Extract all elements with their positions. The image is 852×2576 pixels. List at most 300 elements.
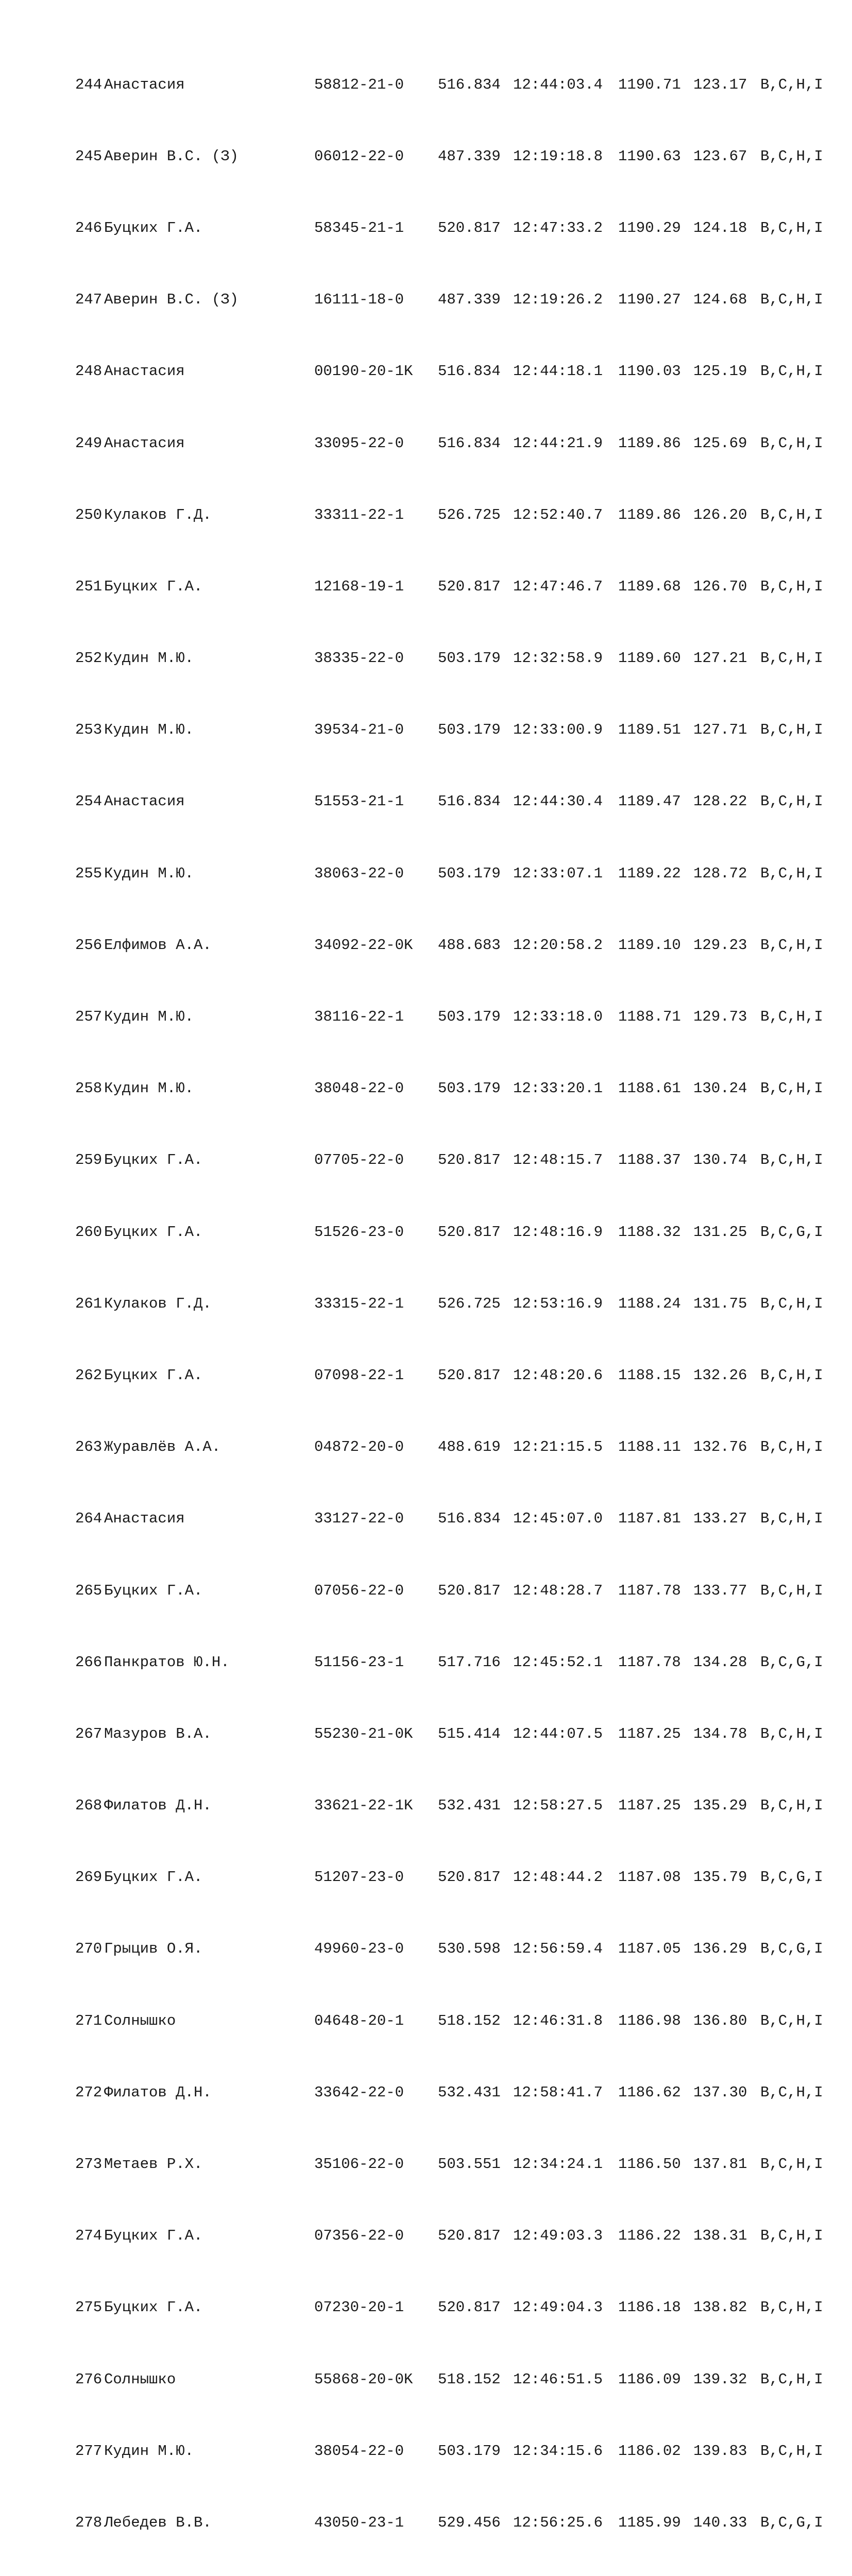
ring-number: 16111-18-0 bbox=[314, 291, 404, 309]
arrival-time: 12:48:15.7 bbox=[513, 1151, 603, 1169]
place-number: 264 bbox=[75, 1510, 103, 1528]
place-number: 249 bbox=[75, 434, 103, 452]
table-row bbox=[75, 291, 843, 309]
place-number: 269 bbox=[75, 1869, 103, 1886]
fancier-name: Мазуров В.А. bbox=[104, 1725, 212, 1742]
coefficient: 136.80 bbox=[693, 2012, 747, 2029]
categories: B,C,H,I bbox=[760, 1438, 823, 1456]
coefficient: 128.22 bbox=[693, 793, 747, 810]
speed: 1189.47 bbox=[618, 793, 681, 810]
categories: B,C,G,I bbox=[760, 2514, 823, 2531]
place-number: 267 bbox=[75, 1725, 103, 1742]
coefficient: 135.79 bbox=[693, 1869, 747, 1886]
place-number: 252 bbox=[75, 650, 103, 667]
categories: B,C,H,I bbox=[760, 721, 823, 739]
ring-number: 07056-22-0 bbox=[314, 1582, 404, 1599]
distance: 532.431 bbox=[438, 2083, 501, 2101]
coefficient: 130.74 bbox=[693, 1151, 747, 1169]
place-number: 246 bbox=[75, 219, 103, 236]
table-row bbox=[75, 1940, 843, 1958]
coefficient: 135.29 bbox=[693, 1797, 747, 1815]
table-row bbox=[75, 937, 843, 955]
distance: 526.725 bbox=[438, 1295, 501, 1312]
place-number: 272 bbox=[75, 2083, 103, 2101]
distance: 503.179 bbox=[438, 650, 501, 667]
categories: B,C,G,I bbox=[760, 1223, 823, 1241]
ring-number: 04872-20-0 bbox=[314, 1438, 404, 1456]
speed: 1188.37 bbox=[618, 1151, 681, 1169]
table-row bbox=[75, 2227, 843, 2245]
speed: 1190.63 bbox=[618, 147, 681, 165]
categories: B,C,H,I bbox=[760, 2299, 823, 2316]
speed: 1188.61 bbox=[618, 1080, 681, 1097]
ring-number: 33642-22-0 bbox=[314, 2083, 404, 2101]
distance: 516.834 bbox=[438, 434, 501, 452]
ring-number: 33127-22-0 bbox=[314, 1510, 404, 1528]
fancier-name: Кудин М.Ю. bbox=[104, 865, 194, 882]
categories: B,C,H,I bbox=[760, 578, 823, 595]
arrival-time: 12:33:00.9 bbox=[513, 721, 603, 739]
speed: 1189.60 bbox=[618, 650, 681, 667]
place-number: 257 bbox=[75, 1008, 103, 1026]
place-number: 248 bbox=[75, 363, 103, 380]
ring-number: 07230-20-1 bbox=[314, 2299, 404, 2316]
table-row bbox=[75, 1367, 843, 1385]
distance: 503.179 bbox=[438, 721, 501, 739]
coefficient: 123.17 bbox=[693, 76, 747, 93]
coefficient: 140.33 bbox=[693, 2514, 747, 2531]
categories: B,C,H,I bbox=[760, 147, 823, 165]
speed: 1187.25 bbox=[618, 1797, 681, 1815]
categories: B,C,H,I bbox=[760, 2156, 823, 2173]
speed: 1186.22 bbox=[618, 2227, 681, 2245]
fancier-name: Буцких Г.А. bbox=[104, 1223, 203, 1241]
place-number: 260 bbox=[75, 1223, 103, 1241]
fancier-name: Буцких Г.А. bbox=[104, 1869, 203, 1886]
table-row bbox=[75, 219, 843, 238]
arrival-time: 12:53:16.9 bbox=[513, 1295, 603, 1312]
fancier-name: Филатов Д.Н. bbox=[104, 2083, 212, 2101]
place-number: 266 bbox=[75, 1653, 103, 1671]
table-row bbox=[75, 1582, 843, 1600]
table-row bbox=[75, 650, 843, 668]
coefficient: 133.27 bbox=[693, 1510, 747, 1528]
ring-number: 38335-22-0 bbox=[314, 650, 404, 667]
ring-number: 38063-22-0 bbox=[314, 865, 404, 882]
place-number: 278 bbox=[75, 2514, 103, 2531]
ring-number: 33311-22-1 bbox=[314, 506, 404, 523]
categories: B,C,H,I bbox=[760, 1008, 823, 1026]
place-number: 271 bbox=[75, 2012, 103, 2029]
speed: 1186.98 bbox=[618, 2012, 681, 2029]
categories: B,C,H,I bbox=[760, 650, 823, 667]
arrival-time: 12:32:58.9 bbox=[513, 650, 603, 667]
table-row bbox=[75, 793, 843, 811]
place-number: 273 bbox=[75, 2156, 103, 2173]
speed: 1187.05 bbox=[618, 1940, 681, 1958]
ring-number: 51526-23-0 bbox=[314, 1223, 404, 1241]
arrival-time: 12:56:59.4 bbox=[513, 1940, 603, 1958]
ring-number: 38054-22-0 bbox=[314, 2442, 404, 2460]
categories: B,C,H,I bbox=[760, 936, 823, 954]
distance: 517.716 bbox=[438, 1653, 501, 1671]
distance: 503.179 bbox=[438, 1008, 501, 1026]
place-number: 247 bbox=[75, 291, 103, 309]
place-number: 245 bbox=[75, 147, 103, 165]
speed: 1187.78 bbox=[618, 1582, 681, 1599]
place-number: 262 bbox=[75, 1366, 103, 1384]
ring-number: 58812-21-0 bbox=[314, 76, 404, 93]
categories: B,C,G,I bbox=[760, 1653, 823, 1671]
arrival-time: 12:49:03.3 bbox=[513, 2227, 603, 2245]
table-row bbox=[75, 2156, 843, 2174]
place-number: 258 bbox=[75, 1080, 103, 1097]
distance: 518.152 bbox=[438, 2370, 501, 2388]
speed: 1189.68 bbox=[618, 578, 681, 595]
arrival-time: 12:44:18.1 bbox=[513, 363, 603, 380]
place-number: 254 bbox=[75, 793, 103, 810]
coefficient: 127.71 bbox=[693, 721, 747, 739]
ring-number: 51207-23-0 bbox=[314, 1869, 404, 1886]
categories: B,C,H,I bbox=[760, 1582, 823, 1599]
table-row bbox=[75, 435, 843, 453]
fancier-name: Кудин М.Ю. bbox=[104, 2442, 194, 2460]
table-row bbox=[75, 1869, 843, 1887]
distance: 520.817 bbox=[438, 1223, 501, 1241]
speed: 1188.32 bbox=[618, 1223, 681, 1241]
distance: 520.817 bbox=[438, 2227, 501, 2245]
coefficient: 134.78 bbox=[693, 1725, 747, 1742]
place-number: 263 bbox=[75, 1438, 103, 1456]
categories: B,C,H,I bbox=[760, 2442, 823, 2460]
fancier-name: Буцких Г.А. bbox=[104, 219, 203, 236]
table-row bbox=[75, 1510, 843, 1528]
coefficient: 131.75 bbox=[693, 1295, 747, 1312]
speed: 1188.24 bbox=[618, 1295, 681, 1312]
ring-number: 04648-20-1 bbox=[314, 2012, 404, 2029]
ring-number: 55230-21-0K bbox=[314, 1725, 413, 1742]
fancier-name: Анастасия bbox=[104, 434, 185, 452]
fancier-name: Аверин В.С. (З) bbox=[104, 147, 239, 165]
distance: 503.179 bbox=[438, 2442, 501, 2460]
place-number: 253 bbox=[75, 721, 103, 739]
place-number: 255 bbox=[75, 865, 103, 882]
ring-number: 33095-22-0 bbox=[314, 434, 404, 452]
table-row bbox=[75, 865, 843, 883]
arrival-time: 12:52:40.7 bbox=[513, 506, 603, 523]
ring-number: 39534-21-0 bbox=[314, 721, 404, 739]
table-row bbox=[75, 506, 843, 524]
ring-number: 07098-22-1 bbox=[314, 1366, 404, 1384]
coefficient: 137.30 bbox=[693, 2083, 747, 2101]
categories: B,C,H,I bbox=[760, 1510, 823, 1528]
fancier-name: Елфимов А.А. bbox=[104, 936, 212, 954]
arrival-time: 12:19:26.2 bbox=[513, 291, 603, 309]
speed: 1190.29 bbox=[618, 219, 681, 236]
distance: 515.414 bbox=[438, 1725, 501, 1742]
arrival-time: 12:48:20.6 bbox=[513, 1366, 603, 1384]
ring-number: 00190-20-1K bbox=[314, 363, 413, 380]
categories: B,C,H,I bbox=[760, 2012, 823, 2029]
coefficient: 139.83 bbox=[693, 2442, 747, 2460]
place-number: 256 bbox=[75, 936, 103, 954]
distance: 530.598 bbox=[438, 1940, 501, 1958]
categories: B,C,H,I bbox=[760, 865, 823, 882]
arrival-time: 12:33:18.0 bbox=[513, 1008, 603, 1026]
speed: 1186.50 bbox=[618, 2156, 681, 2173]
fancier-name: Кудин М.Ю. bbox=[104, 1080, 194, 1097]
distance: 516.834 bbox=[438, 76, 501, 93]
coefficient: 125.69 bbox=[693, 434, 747, 452]
ring-number: 07356-22-0 bbox=[314, 2227, 404, 2245]
categories: B,C,G,I bbox=[760, 1940, 823, 1958]
fancier-name: Кудин М.Ю. bbox=[104, 650, 194, 667]
arrival-time: 12:19:18.8 bbox=[513, 147, 603, 165]
speed: 1190.71 bbox=[618, 76, 681, 93]
distance: 488.683 bbox=[438, 936, 501, 954]
arrival-time: 12:58:41.7 bbox=[513, 2083, 603, 2101]
place-number: 261 bbox=[75, 1295, 103, 1312]
arrival-time: 12:20:58.2 bbox=[513, 936, 603, 954]
coefficient: 124.18 bbox=[693, 219, 747, 236]
table-row bbox=[75, 721, 843, 739]
categories: B,C,H,I bbox=[760, 434, 823, 452]
distance: 503.179 bbox=[438, 1080, 501, 1097]
place-number: 251 bbox=[75, 578, 103, 595]
fancier-name: Кулаков Г.Д. bbox=[104, 1295, 212, 1312]
ring-number: 33315-22-1 bbox=[314, 1295, 404, 1312]
categories: B,C,H,I bbox=[760, 1295, 823, 1312]
table-row bbox=[75, 1654, 843, 1672]
speed: 1189.86 bbox=[618, 434, 681, 452]
categories: B,C,H,I bbox=[760, 2083, 823, 2101]
place-number: 275 bbox=[75, 2299, 103, 2316]
arrival-time: 12:44:21.9 bbox=[513, 434, 603, 452]
distance: 520.817 bbox=[438, 219, 501, 236]
categories: B,C,H,I bbox=[760, 363, 823, 380]
arrival-time: 12:47:33.2 bbox=[513, 219, 603, 236]
distance: 518.152 bbox=[438, 2012, 501, 2029]
ring-number: 51553-21-1 bbox=[314, 793, 404, 810]
arrival-time: 12:49:04.3 bbox=[513, 2299, 603, 2316]
speed: 1186.62 bbox=[618, 2083, 681, 2101]
categories: B,C,H,I bbox=[760, 2370, 823, 2388]
distance: 516.834 bbox=[438, 363, 501, 380]
distance: 529.456 bbox=[438, 2514, 501, 2531]
table-row bbox=[75, 2443, 843, 2461]
distance: 520.817 bbox=[438, 1869, 501, 1886]
speed: 1187.25 bbox=[618, 1725, 681, 1742]
coefficient: 136.29 bbox=[693, 1940, 747, 1958]
table-row bbox=[75, 1224, 843, 1242]
place-number: 274 bbox=[75, 2227, 103, 2245]
fancier-name: Аверин В.С. (З) bbox=[104, 291, 239, 309]
distance: 520.817 bbox=[438, 1582, 501, 1599]
categories: B,C,H,I bbox=[760, 1151, 823, 1169]
ring-number: 49960-23-0 bbox=[314, 1940, 404, 1958]
fancier-name: Метаев Р.Х. bbox=[104, 2156, 203, 2173]
coefficient: 123.67 bbox=[693, 147, 747, 165]
distance: 520.817 bbox=[438, 578, 501, 595]
distance: 503.551 bbox=[438, 2156, 501, 2173]
distance: 526.725 bbox=[438, 506, 501, 523]
arrival-time: 12:46:51.5 bbox=[513, 2370, 603, 2388]
arrival-time: 12:46:31.8 bbox=[513, 2012, 603, 2029]
place-number: 244 bbox=[75, 76, 103, 93]
ring-number: 58345-21-1 bbox=[314, 219, 404, 236]
table-row bbox=[75, 1080, 843, 1098]
distance: 503.179 bbox=[438, 865, 501, 882]
coefficient: 130.24 bbox=[693, 1080, 747, 1097]
categories: B,C,H,I bbox=[760, 291, 823, 309]
place-number: 265 bbox=[75, 1582, 103, 1599]
ring-number: 55868-20-0K bbox=[314, 2370, 413, 2388]
fancier-name: Буцких Г.А. bbox=[104, 1151, 203, 1169]
coefficient: 129.23 bbox=[693, 936, 747, 954]
fancier-name: Кудин М.Ю. bbox=[104, 1008, 194, 1026]
coefficient: 126.70 bbox=[693, 578, 747, 595]
speed: 1185.99 bbox=[618, 2514, 681, 2531]
distance: 520.817 bbox=[438, 2299, 501, 2316]
results-table bbox=[75, 40, 843, 2576]
fancier-name: Буцких Г.А. bbox=[104, 2227, 203, 2245]
place-number: 250 bbox=[75, 506, 103, 523]
fancier-name: Анастасия bbox=[104, 1510, 185, 1528]
coefficient: 132.26 bbox=[693, 1366, 747, 1384]
fancier-name: Филатов Д.Н. bbox=[104, 1797, 212, 1815]
categories: B,C,H,I bbox=[760, 1366, 823, 1384]
table-row bbox=[75, 1725, 843, 1743]
speed: 1189.22 bbox=[618, 865, 681, 882]
coefficient: 131.25 bbox=[693, 1223, 747, 1241]
speed: 1187.81 bbox=[618, 1510, 681, 1528]
speed: 1189.86 bbox=[618, 506, 681, 523]
arrival-time: 12:21:15.5 bbox=[513, 1438, 603, 1456]
arrival-time: 12:47:46.7 bbox=[513, 578, 603, 595]
place-number: 259 bbox=[75, 1151, 103, 1169]
arrival-time: 12:45:07.0 bbox=[513, 1510, 603, 1528]
distance: 516.834 bbox=[438, 1510, 501, 1528]
speed: 1189.10 bbox=[618, 936, 681, 954]
ring-number: 07705-22-0 bbox=[314, 1151, 404, 1169]
arrival-time: 12:48:44.2 bbox=[513, 1869, 603, 1886]
arrival-time: 12:56:25.6 bbox=[513, 2514, 603, 2531]
coefficient: 138.82 bbox=[693, 2299, 747, 2316]
fancier-name: Панкратов Ю.Н. bbox=[104, 1653, 230, 1671]
speed: 1188.71 bbox=[618, 1008, 681, 1026]
fancier-name: Солнышко bbox=[104, 2012, 176, 2029]
place-number: 270 bbox=[75, 1940, 103, 1958]
place-number: 268 bbox=[75, 1797, 103, 1815]
distance: 488.619 bbox=[438, 1438, 501, 1456]
coefficient: 124.68 bbox=[693, 291, 747, 309]
table-row bbox=[75, 363, 843, 381]
categories: B,C,H,I bbox=[760, 219, 823, 236]
distance: 487.339 bbox=[438, 291, 501, 309]
arrival-time: 12:44:07.5 bbox=[513, 1725, 603, 1742]
categories: B,C,H,I bbox=[760, 1080, 823, 1097]
place-number: 276 bbox=[75, 2370, 103, 2388]
fancier-name: Буцких Г.А. bbox=[104, 578, 203, 595]
table-row bbox=[75, 1797, 843, 1815]
fancier-name: Анастасия bbox=[104, 76, 185, 93]
distance: 520.817 bbox=[438, 1366, 501, 1384]
fancier-name: Анастасия bbox=[104, 363, 185, 380]
coefficient: 125.19 bbox=[693, 363, 747, 380]
coefficient: 134.28 bbox=[693, 1653, 747, 1671]
arrival-time: 12:33:07.1 bbox=[513, 865, 603, 882]
ring-number: 38116-22-1 bbox=[314, 1008, 404, 1026]
ring-number: 38048-22-0 bbox=[314, 1080, 404, 1097]
categories: B,C,H,I bbox=[760, 506, 823, 523]
categories: B,C,H,I bbox=[760, 1725, 823, 1742]
ring-number: 12168-19-1 bbox=[314, 578, 404, 595]
arrival-time: 12:48:16.9 bbox=[513, 1223, 603, 1241]
table-row bbox=[75, 2371, 843, 2389]
ring-number: 35106-22-0 bbox=[314, 2156, 404, 2173]
speed: 1186.18 bbox=[618, 2299, 681, 2316]
coefficient: 126.20 bbox=[693, 506, 747, 523]
arrival-time: 12:44:30.4 bbox=[513, 793, 603, 810]
fancier-name: Буцких Г.А. bbox=[104, 1582, 203, 1599]
table-row bbox=[75, 2084, 843, 2102]
arrival-time: 12:48:28.7 bbox=[513, 1582, 603, 1599]
ring-number: 06012-22-0 bbox=[314, 147, 404, 165]
table-row bbox=[75, 148, 843, 166]
ring-number: 51156-23-1 bbox=[314, 1653, 404, 1671]
categories: B,C,H,I bbox=[760, 793, 823, 810]
fancier-name: Анастасия bbox=[104, 793, 185, 810]
categories: B,C,G,I bbox=[760, 1869, 823, 1886]
coefficient: 129.73 bbox=[693, 1008, 747, 1026]
distance: 532.431 bbox=[438, 1797, 501, 1815]
coefficient: 137.81 bbox=[693, 2156, 747, 2173]
speed: 1190.27 bbox=[618, 291, 681, 309]
arrival-time: 12:44:03.4 bbox=[513, 76, 603, 93]
speed: 1186.09 bbox=[618, 2370, 681, 2388]
categories: B,C,H,I bbox=[760, 1797, 823, 1815]
coefficient: 139.32 bbox=[693, 2370, 747, 2388]
speed: 1188.15 bbox=[618, 1366, 681, 1384]
table-row bbox=[75, 76, 843, 94]
distance: 487.339 bbox=[438, 147, 501, 165]
arrival-time: 12:58:27.5 bbox=[513, 1797, 603, 1815]
table-row bbox=[75, 2299, 843, 2317]
fancier-name: Грыцив О.Я. bbox=[104, 1940, 203, 1958]
fancier-name: Кудин М.Ю. bbox=[104, 721, 194, 739]
speed: 1189.51 bbox=[618, 721, 681, 739]
speed: 1187.08 bbox=[618, 1869, 681, 1886]
coefficient: 133.77 bbox=[693, 1582, 747, 1599]
categories: B,C,H,I bbox=[760, 2227, 823, 2245]
table-row bbox=[75, 1438, 843, 1456]
table-row bbox=[75, 578, 843, 596]
arrival-time: 12:34:24.1 bbox=[513, 2156, 603, 2173]
ring-number: 33621-22-1K bbox=[314, 1797, 413, 1815]
speed: 1190.03 bbox=[618, 363, 681, 380]
table-row bbox=[75, 1151, 843, 1170]
speed: 1187.78 bbox=[618, 1653, 681, 1671]
speed: 1186.02 bbox=[618, 2442, 681, 2460]
coefficient: 128.72 bbox=[693, 865, 747, 882]
table-row bbox=[75, 1008, 843, 1026]
arrival-time: 12:45:52.1 bbox=[513, 1653, 603, 1671]
distance: 516.834 bbox=[438, 793, 501, 810]
fancier-name: Буцких Г.А. bbox=[104, 2299, 203, 2316]
coefficient: 127.21 bbox=[693, 650, 747, 667]
fancier-name: Лебедев В.В. bbox=[104, 2514, 212, 2531]
categories: B,C,H,I bbox=[760, 76, 823, 93]
